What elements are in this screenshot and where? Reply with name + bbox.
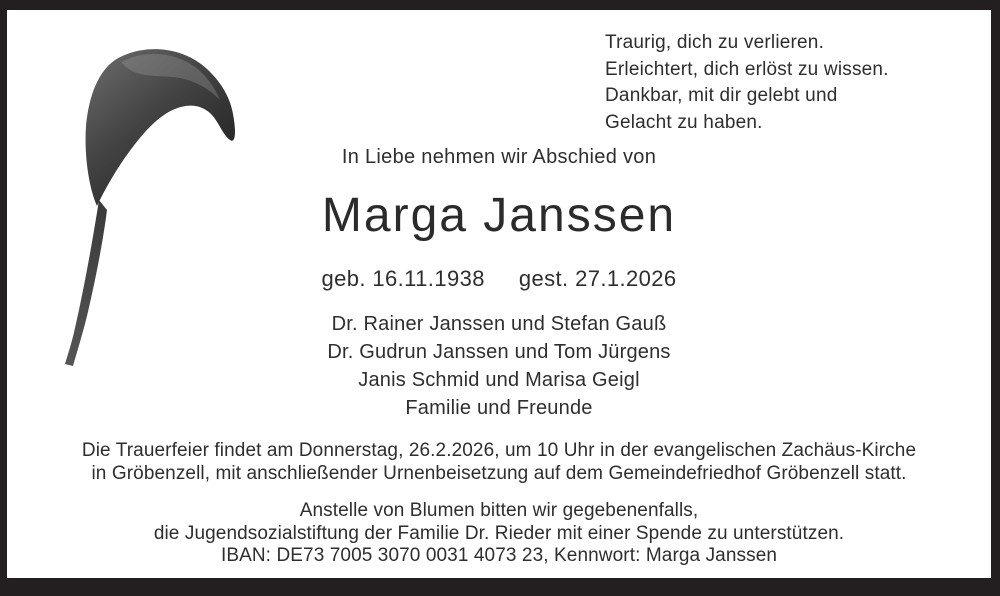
- mourner-line: Dr. Rainer Janssen und Stefan Gauß: [331, 313, 667, 335]
- ceremony-line: Die Trauerfeier findet am Donnerstag, 26.2.2026, um 10 Uhr in der evangelischen Zachäus-Kirche: [81, 440, 917, 461]
- verse-line: Traurig, dich zu verlieren.: [605, 32, 825, 53]
- verse-line: Erleichtert, dich erlöst zu wissen.: [605, 58, 889, 80]
- donation-line: die Jugendsozialstiftung der Familie Dr. Rieder mit einer Spende zu unterstützen.: [153, 522, 845, 544]
- ceremony-info: [7, 440, 991, 485]
- deceased-name: Marga Janssen: [321, 189, 677, 242]
- birth-date: geb. 16.11.1938: [321, 266, 485, 291]
- mourners-list: [7, 310, 991, 422]
- donation-info: [7, 500, 991, 568]
- obituary-notice: [7, 10, 991, 578]
- verse-line: Dankbar, mit dir gelebt und: [605, 85, 838, 106]
- iban-line: IBAN: DE73 7005 3070 0031 4073 23, Kennwort: Marga Janssen: [220, 545, 778, 566]
- mourner-line: Familie und Freunde: [405, 397, 593, 419]
- memorial-verse: [605, 30, 955, 136]
- death-date: gest. 27.1.2026: [518, 266, 677, 291]
- ceremony-line: in Gröbenzell, mit anschließender Urnenbeisetzung auf dem Gemeindefriedhof Gröbenzell statt.: [91, 462, 907, 484]
- donation-line: Anstelle von Blumen bitten wir gegebenenfalls,: [299, 500, 699, 521]
- verse-line: Gelacht zu haben.: [605, 111, 763, 133]
- mourner-line: Dr. Gudrun Janssen und Tom Jürgens: [327, 341, 671, 363]
- life-dates: [7, 266, 991, 292]
- mourner-line: Janis Schmid und Marisa Geigl: [358, 369, 640, 391]
- intro-line: In Liebe nehmen wir Abschied von: [341, 146, 657, 168]
